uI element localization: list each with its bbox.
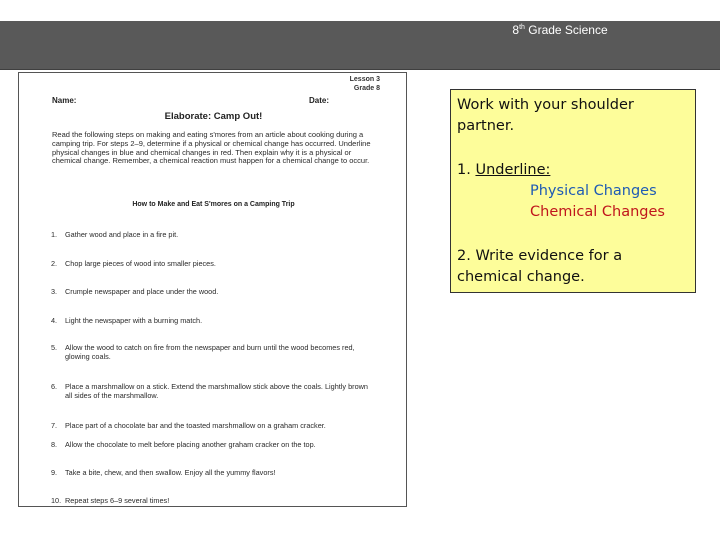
step-number: 3.: [51, 287, 58, 296]
step-text: Chop large pieces of wood into smaller pieces.: [65, 259, 216, 268]
step-item: [51, 468, 375, 477]
step-text: Light the newspaper with a burning match.: [65, 316, 203, 325]
step-text: Allow the chocolate to melt before placing another graham cracker on the top.: [65, 440, 316, 449]
note-step-underline: [457, 160, 550, 181]
slide-title: [0, 23, 720, 37]
step-text: Crumple newspaper and place under the wood.: [65, 287, 219, 296]
step-number: 6.: [51, 382, 58, 391]
step-item: [51, 343, 375, 361]
step-item: [51, 440, 375, 449]
step-text: Place a marshmallow on a stick. Extend the marshmallow stick above the coals. Lightly brown all sides of the marshmallow.: [65, 382, 368, 400]
date-label: Date:: [309, 96, 330, 105]
step-number: 8.: [51, 440, 58, 449]
step-item: [51, 316, 375, 325]
worksheet-image: [18, 72, 407, 507]
step-item: [51, 259, 375, 268]
instruction-note-box: [450, 89, 696, 293]
physical-changes-label: Physical Changes: [530, 183, 657, 199]
step-number: 2.: [51, 259, 58, 268]
step-item: [51, 496, 375, 505]
title-grade-number: 8: [512, 23, 520, 37]
worksheet-instructions: Read the following steps on making and eating s'mores from an article about cooking during a camping trip. For steps 2–9, determine if a physical or chemical change has occurred. Underline physical changes in blue and chemical changes in red. Then explain why it is a physical or chemical change. Remember, a chemical reaction must happen for a chemical change to occur.: [52, 130, 371, 166]
worksheet-subtitle: How to Make and Eat S'mores on a Camping Trip: [132, 201, 295, 208]
step-text: Take a bite, chew, and then swallow. Enjoy all the yummy flavors!: [65, 468, 276, 477]
note-intro-text: Work with your shoulder partner.: [457, 97, 634, 134]
step-number: 1.: [457, 162, 476, 178]
step-text: Gather wood and place in a fire pit.: [65, 230, 179, 239]
step-number: 4.: [51, 316, 58, 325]
step-number: 9.: [51, 468, 58, 477]
name-label: Name:: [52, 96, 77, 105]
underline-label: Underline:: [475, 162, 551, 178]
chemical-changes-label: Chemical Changes: [530, 204, 665, 220]
step-item: [51, 230, 375, 239]
step-number: 5.: [51, 343, 58, 352]
title-subject: Grade Science: [524, 23, 608, 37]
step-number: 1.: [51, 230, 58, 239]
step-text: Allow the wood to catch on fire from the newspaper and burn until the wood becomes red, glowing coals.: [65, 343, 355, 361]
step-item: [51, 287, 375, 296]
step-text: Repeat steps 6–9 several times!: [65, 496, 170, 505]
step-item: [51, 421, 375, 430]
step-number: 7.: [51, 421, 58, 430]
step-item: [51, 382, 375, 400]
title-ordinal-suffix: th: [519, 24, 525, 31]
grade-label: Grade 8: [353, 85, 380, 92]
lesson-grade-label: [350, 75, 380, 93]
note-step-evidence: 2. Write evidence for a chemical change.: [457, 248, 623, 285]
lesson-label: Lesson 3: [349, 76, 380, 83]
step-number: 10.: [51, 496, 62, 505]
step-text: Place part of a chocolate bar and the toasted marshmallow on a graham cracker.: [65, 421, 326, 430]
worksheet-title: Elaborate: Camp Out!: [164, 111, 263, 122]
